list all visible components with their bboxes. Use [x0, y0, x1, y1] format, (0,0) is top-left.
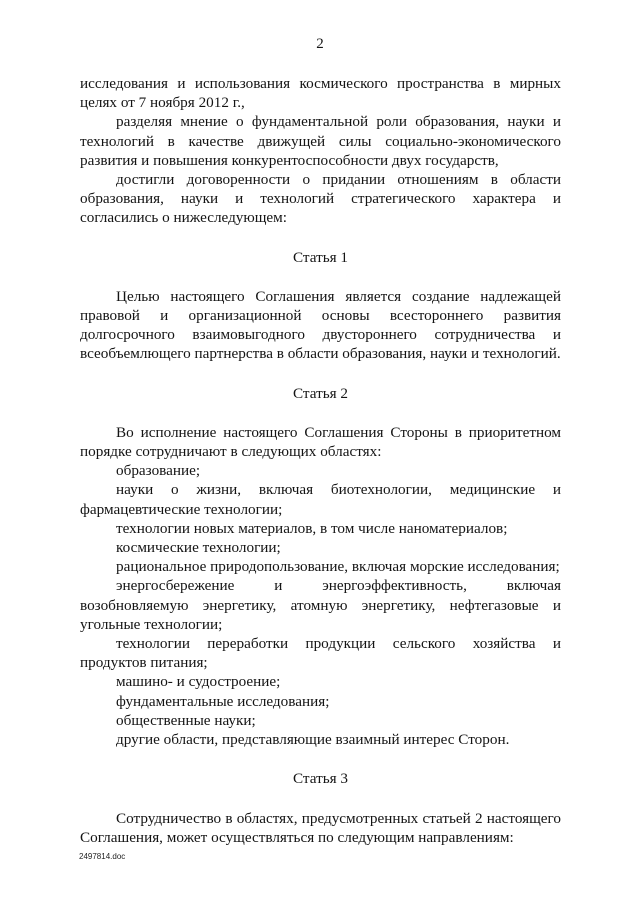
list-item: общественные науки; [116, 711, 256, 729]
list-item: технологии новых материалов, в том числе наноматериалов; [116, 519, 508, 537]
list-item: образование; [116, 462, 201, 480]
list-item: рациональное природопользование, включая морские исследования; [116, 558, 560, 576]
list-item: космические технологии; [116, 539, 281, 557]
article-3-text: Сотрудничество в областях, предусмотренных статьей 2 настоящего Соглашения, может осуществляться по следующим направлениям: [80, 809, 561, 846]
intro-paragraph-sharing-opinion: разделяя мнение о фундаментальной роли образования, науки и технологий в качестве движущей силы социально-экономического развития и повышения конкурентоспособности двух государств, [80, 113, 561, 169]
article-2-intro: Во исполнение настоящего Соглашения Стороны в приоритетном порядке сотрудничают в следующих областях: [80, 423, 561, 461]
article-3-title: Статья 3 [292, 770, 349, 788]
list-item: другие области, представляющие взаимный интерес Сторон. [116, 731, 510, 749]
page-number: 2 [316, 36, 324, 52]
list-item: машино- и судостроение; [116, 673, 281, 691]
document-footer-filename: 2497814.doc [79, 852, 126, 861]
article-2-title: Статья 2 [292, 384, 349, 402]
list-item: энергосбережение и энергоэффективность, включая возобновляемую энергетику, атомную энергетику, нефтегазовые и угольные технологии; [80, 577, 561, 633]
list-item: фундаментальные исследования; [116, 692, 330, 710]
article-1-text: Целью настоящего Соглашения является создание надлежащей правовой и организационной основы всестороннего развития долгосрочного взаимовыгодного двустороннего сотрудничества и всеобъемлющего партнерства в области образования, науки и технологий. [80, 287, 561, 363]
list-item: науки о жизни, включая биотехнологии, медицинские и фармацевтические технологии; [80, 481, 561, 518]
article-1-title: Статья 1 [292, 248, 349, 266]
intro-paragraph-continuation: исследования и использования космического пространства в мирных целях от 7 ноября 2012 г., [80, 75, 561, 112]
list-item: технологии переработки продукции сельского хозяйства и продуктов питания; [80, 635, 561, 672]
intro-paragraph-agreement: достигли договоренности о придании отношениям в области образования, науки и технологий стратегического характера и согласились о нижеследующем: [80, 171, 561, 227]
document-body [80, 74, 561, 847]
